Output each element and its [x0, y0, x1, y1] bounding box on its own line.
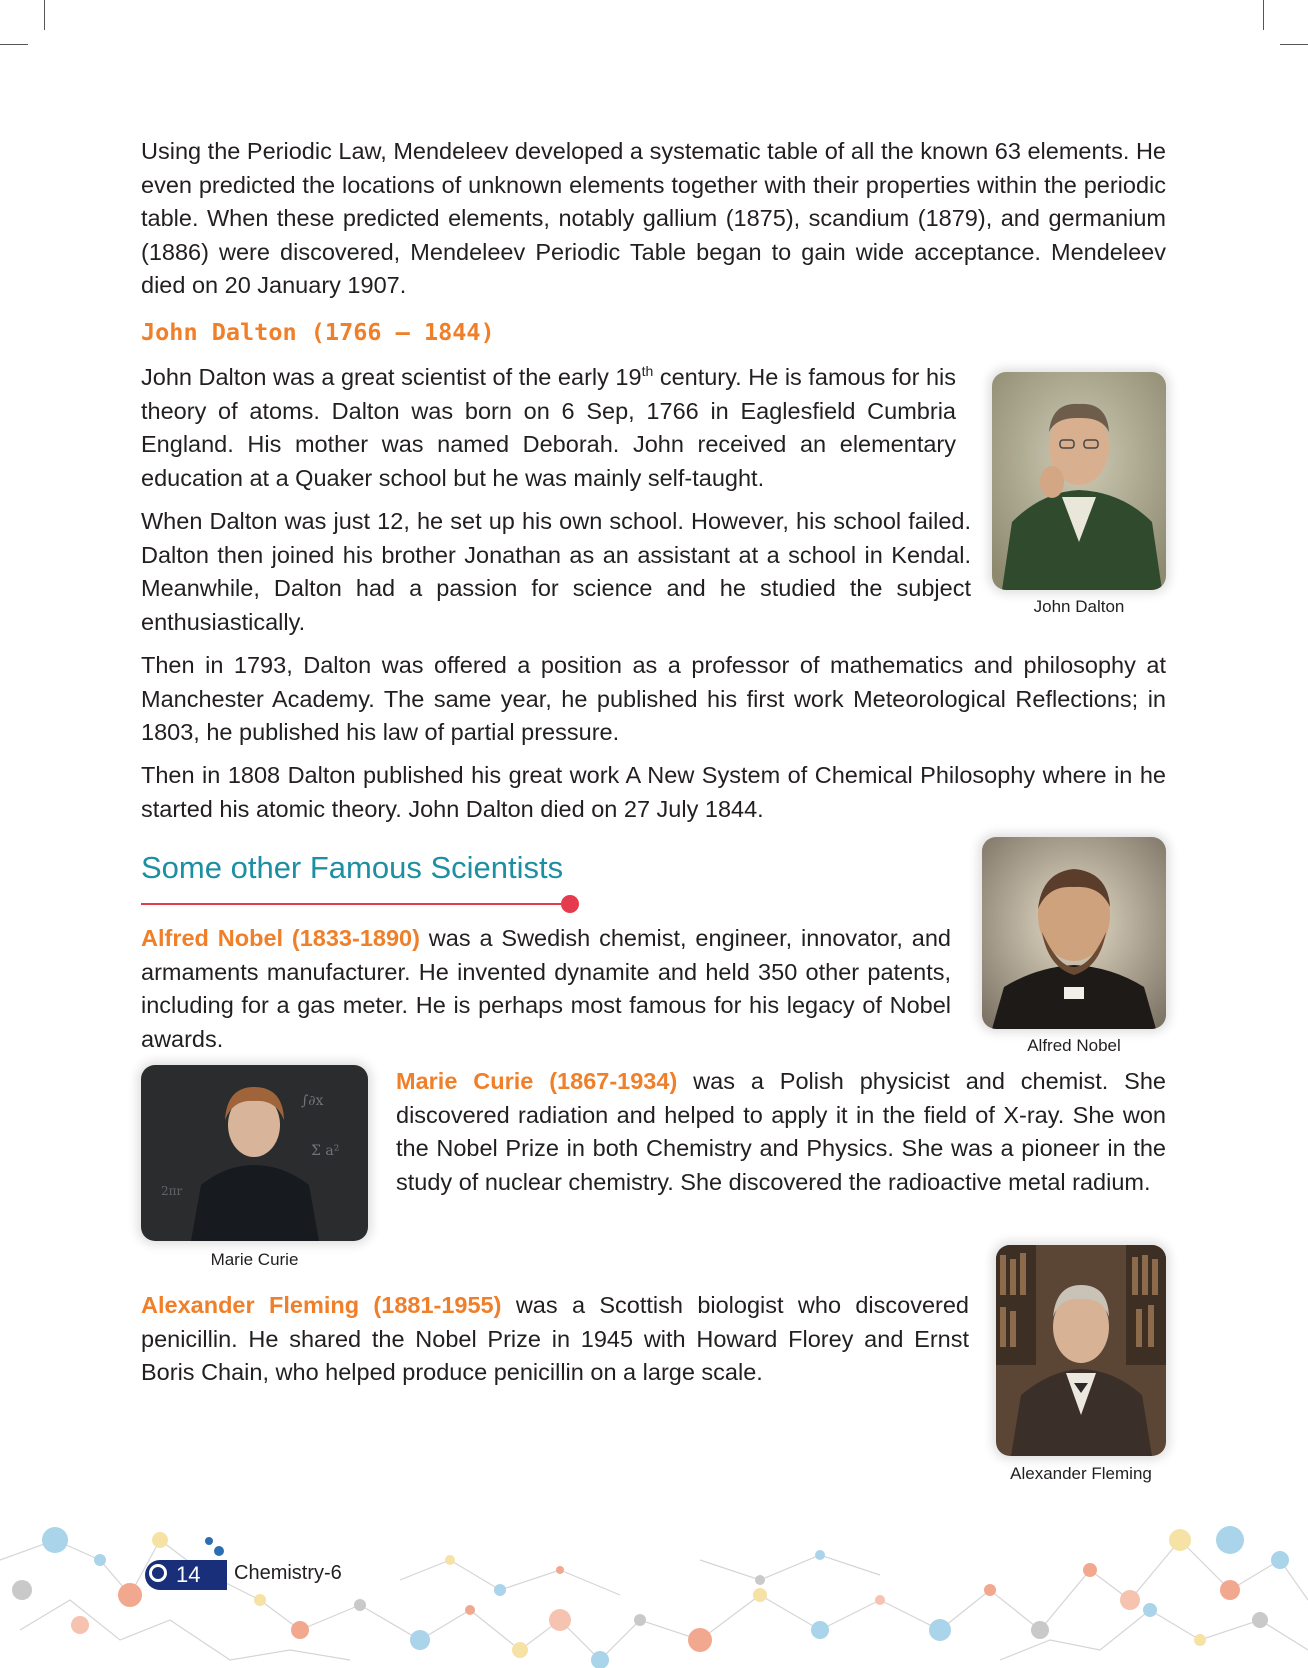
badge-bubble	[214, 1546, 224, 1556]
crop-mark	[44, 0, 45, 30]
svg-text:2πr: 2πr	[161, 1184, 183, 1198]
dalton-caption: John Dalton	[1033, 597, 1125, 616]
curie-name: Marie Curie (1867-1934)	[396, 1068, 678, 1094]
dalton-paragraph-4: Then in 1808 Dalton published his great work A New System of Chemical Philosophy where in he started his atomic theory. John Dalton died on 27 July 1844.	[141, 762, 1166, 822]
crop-mark	[1280, 44, 1308, 45]
marie-curie-portrait	[141, 1065, 368, 1241]
curie-text: was a Polish physicist and chemist. She discovered radiation and helped to apply it in the field of X-ray. She won the Nobel Prize in both Chemistry and Physics. She was a pioneer in the study of nuclear chemistry. She discovered the radioactive metal radium.	[396, 1068, 1166, 1195]
nobel-text: was a Swedish chemist, engineer, innovator, and armaments manufacturer. He invented dynamite and held 350 other patents, including for a gas meter. He is perhaps most famous for his legacy of Nobel awards.	[141, 925, 951, 1052]
curie-caption: Marie Curie	[210, 1250, 299, 1269]
john-dalton-portrait	[992, 372, 1166, 590]
title-underline-dot	[561, 895, 579, 913]
section-title: Some other Famous Scientists	[141, 850, 564, 885]
alfred-nobel-portrait	[982, 837, 1166, 1029]
curie-portrait-image	[141, 1065, 368, 1241]
nobel-paragraph	[141, 922, 951, 1056]
dalton-paragraph-1	[141, 361, 956, 495]
dalton-p1-start: John Dalton was a great scientist of the early 19	[141, 364, 642, 390]
alexander-fleming-portrait	[996, 1245, 1166, 1456]
title-underline	[141, 903, 569, 905]
page-number: 14	[176, 1562, 201, 1587]
nobel-caption: Alfred Nobel	[1027, 1036, 1121, 1055]
svg-text:Σ a²: Σ a²	[311, 1143, 340, 1159]
dalton-portrait-image	[992, 372, 1166, 590]
curie-paragraph	[396, 1065, 1166, 1199]
dalton-paragraph-2: When Dalton was just 12, he set up his own school. However, his school failed. Dalton then joined his brother Jonathan as an assistant at a school in Kendal. Meanwhile, Dalton had a passion for science and he studied the subject enthusiastically.	[141, 508, 971, 635]
dalton-p1-end: century. He is famous for his theory of atoms. Dalton was born on 6 Sep, 1766 in Eaglesfield Cumbria England. His mother was named Deborah. John received an elementary education at a Quaker school but he was mainly self-taught.	[141, 364, 957, 491]
crop-mark	[0, 44, 28, 45]
crop-mark	[1263, 0, 1264, 30]
book-title: Chemistry-6	[234, 1562, 342, 1584]
fleming-text: was a Scottish biologist who discovered penicillin. He shared the Nobel Prize in 1945 with Howard Florey and Ernst Boris Chain, who helped produce penicillin on a large scale.	[141, 1292, 970, 1385]
dalton-heading: John Dalton (1766 – 1844)	[141, 318, 495, 346]
nobel-portrait-image	[982, 837, 1166, 1029]
badge-ring-icon	[149, 1564, 167, 1582]
fleming-caption: Alexander Fleming	[1010, 1464, 1152, 1483]
fleming-paragraph	[141, 1289, 969, 1390]
dalton-paragraph-3: Then in 1793, Dalton was offered a position as a professor of mathematics and philosophy at Manchester Academy. The same year, he published his first work Meteorological Reflections; in 1803, he published his law of partial pressure.	[141, 652, 1166, 745]
svg-text:∫∂x: ∫∂x	[301, 1093, 324, 1109]
nobel-name: Alfred Nobel (1833-1890)	[141, 925, 420, 951]
fleming-portrait-image	[996, 1245, 1166, 1456]
dalton-p1-sup: th	[641, 363, 654, 380]
fleming-name: Alexander Fleming (1881-1955)	[141, 1292, 502, 1318]
intro-paragraph: Using the Periodic Law, Mendeleev developed a systematic table of all the known 63 elements. He even predicted the locations of unknown elements together with their properties within the periodic table. When these predicted elements, notably gallium (1875), scandium (1879), and germanium (1886) were discovered, Mendeleev Periodic Table began to gain wide acceptance. Mendeleev died on 20 January 1907.	[141, 138, 1166, 298]
badge-bubble	[205, 1537, 213, 1545]
